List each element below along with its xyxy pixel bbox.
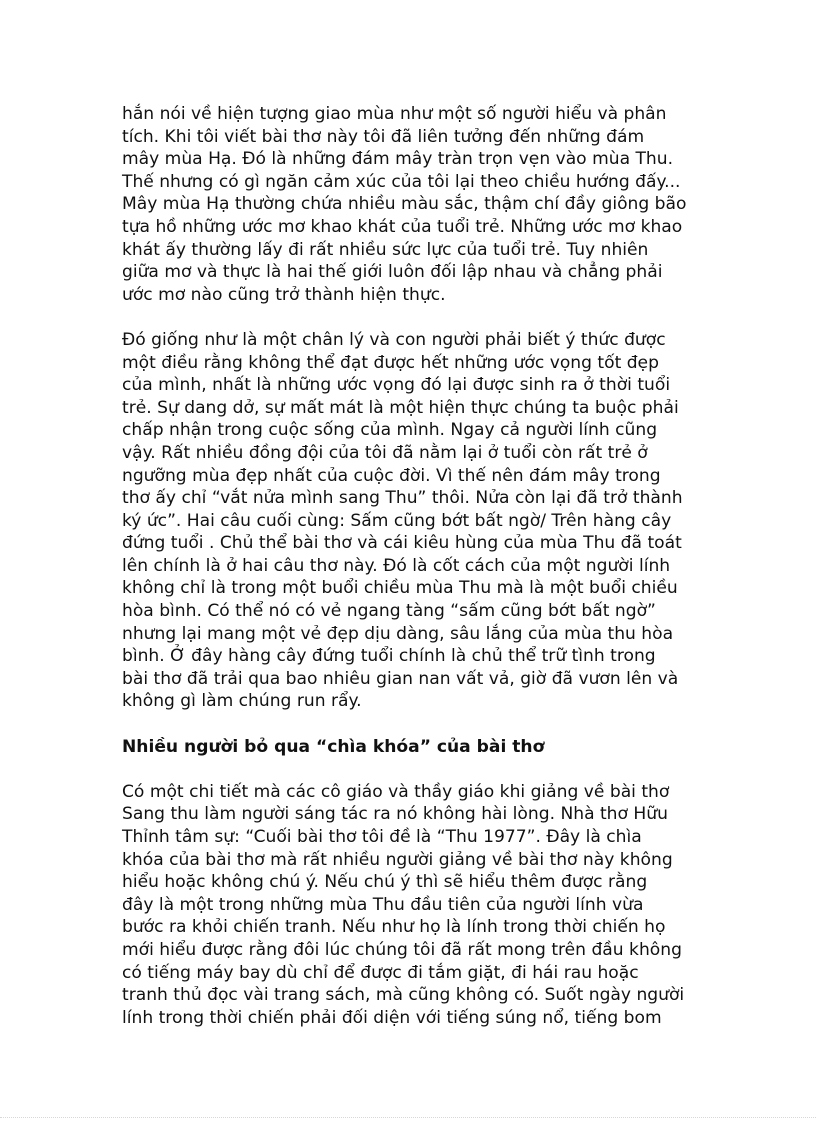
text-line: không gì làm chúng run rẩy. [122,691,362,712]
text-line: khóa của bài thơ mà rất nhiều người giảng về bài thơ này không [122,849,673,870]
text-line: giữa mơ và thực là hai thế giới luôn đối lập nhau và chẳng phải [122,262,663,283]
text-line: một điều rằng không thể đạt được hết những ước vọng tốt đẹp [122,352,659,373]
text-line: ngưỡng mùa đẹp nhất của cuộc đời. Vì thế nên đám mây trong [122,465,661,486]
text-line: nhưng lại mang một vẻ đẹp dịu dàng, sâu lắng của mùa thu hòa [122,623,674,644]
text-line: lính trong thời chiến phải đối diện với tiếng súng nổ, tiếng bom [122,1007,662,1028]
text-line: Thỉnh tâm sự: “Cuối bài thơ tôi đề là “Thu 1977”. Đây là chìa [122,827,642,847]
text-line: hắn nói về hiện tượng giao mùa như một số người hiểu và phân [122,104,667,124]
text-line: đây là một trong những mùa Thu đầu tiên của người lính vừa [122,894,644,915]
text-line: bài thơ đã trải qua bao nhiêu gian nan vất vả, giờ đã vươn lên và [122,668,679,689]
paragraph-2 [122,329,700,713]
text-line: Có một chi tiết mà các cô giáo và thầy giáo khi giảng về bài thơ [122,781,670,802]
text-line: không chỉ là trong một buổi chiều mùa Thu mà là một buổi chiều [122,578,678,599]
text-line: Mây mùa Hạ thường chứa nhiều màu sắc, thậm chí đầy giông bão [122,194,687,215]
text-line: vậy. Rất nhiều đồng đội của tôi đã nằm lại ở tuổi còn rất trẻ ở [122,442,648,463]
text-line: lên chính là ở hai câu thơ này. Đó là cốt cách của một người lính [122,555,671,576]
text-line: đứng tuổi . Chủ thể bài thơ và cái kiêu hùng của mùa Thu đã toát [122,533,682,554]
text-line: tích. Khi tôi viết bài thơ này tôi đã liên tưởng đến những đám [122,126,645,147]
text-line: tựa hồ những ước mơ khao khát của tuổi trẻ. Những ước mơ khao [122,216,683,237]
text-line: khát ấy thường lấy đi rất nhiều sức lực của tuổi trẻ. Tuy nhiên [122,239,649,260]
text-line: trẻ. Sự dang dở, sự mất mát là một hiện thực chúng ta buộc phải [122,397,679,418]
text-line: bình. Ở đây hàng cây đứng tuổi chính là chủ thể trữ tình trong [122,646,656,667]
text-line: ký ức”. Hai câu cuối cùng: Sấm cũng bớt bất ngờ/ Trên hàng cây [122,510,672,531]
text-line: hiểu hoặc không chú ý. Nếu chú ý thì sẽ hiểu thêm được rằng [122,872,648,893]
text-line: có tiếng máy bay dù chỉ để được đi tắm giặt, đi hái rau hoặc [122,962,639,983]
text-line: Thế nhưng có gì ngăn cảm xúc của tôi lại theo chiều hướng đấy... [122,171,681,192]
document-body [122,103,700,1052]
paragraph-3 [122,781,700,1030]
text-line: hòa bình. Có thể nó có vẻ ngang tàng “sấm cũng bớt bất ngờ” [122,601,656,622]
text-line: Đó giống như là một chân lý và con người phải biết ý thức được [122,329,666,350]
paragraph-1 [122,103,700,306]
text-line: thơ ấy chỉ “vắt nửa mình sang Thu” thôi. Nửa còn lại đã trở thành [122,488,683,509]
text-line: Sang thu làm người sáng tác ra nó không hài lòng. Nhà thơ Hữu [122,804,668,825]
page-bottom-divider [0,1117,816,1118]
text-line: mới hiểu được rằng đôi lúc chúng tôi đã rất mong trên đầu không [122,939,682,960]
text-line: ước mơ nào cũng trở thành hiện thực. [122,284,446,305]
text-line: mây mùa Hạ. Đó là những đám mây tràn trọn vẹn vào mùa Thu. [122,149,674,170]
text-line: bước ra khỏi chiến tranh. Nếu như họ là lính trong thời chiến họ [122,917,666,938]
text-line: chấp nhận trong cuộc sống của mình. Ngay cả người lính cũng [122,420,658,441]
text-line: tranh thủ đọc vài trang sách, mà cũng không có. Suốt ngày người [122,985,685,1006]
section-heading: Nhiều người bỏ qua “chìa khóa” của bài thơ [122,736,545,757]
text-line: của mình, nhất là những ước vọng đó lại được sinh ra ở thời tuổi [122,375,671,396]
